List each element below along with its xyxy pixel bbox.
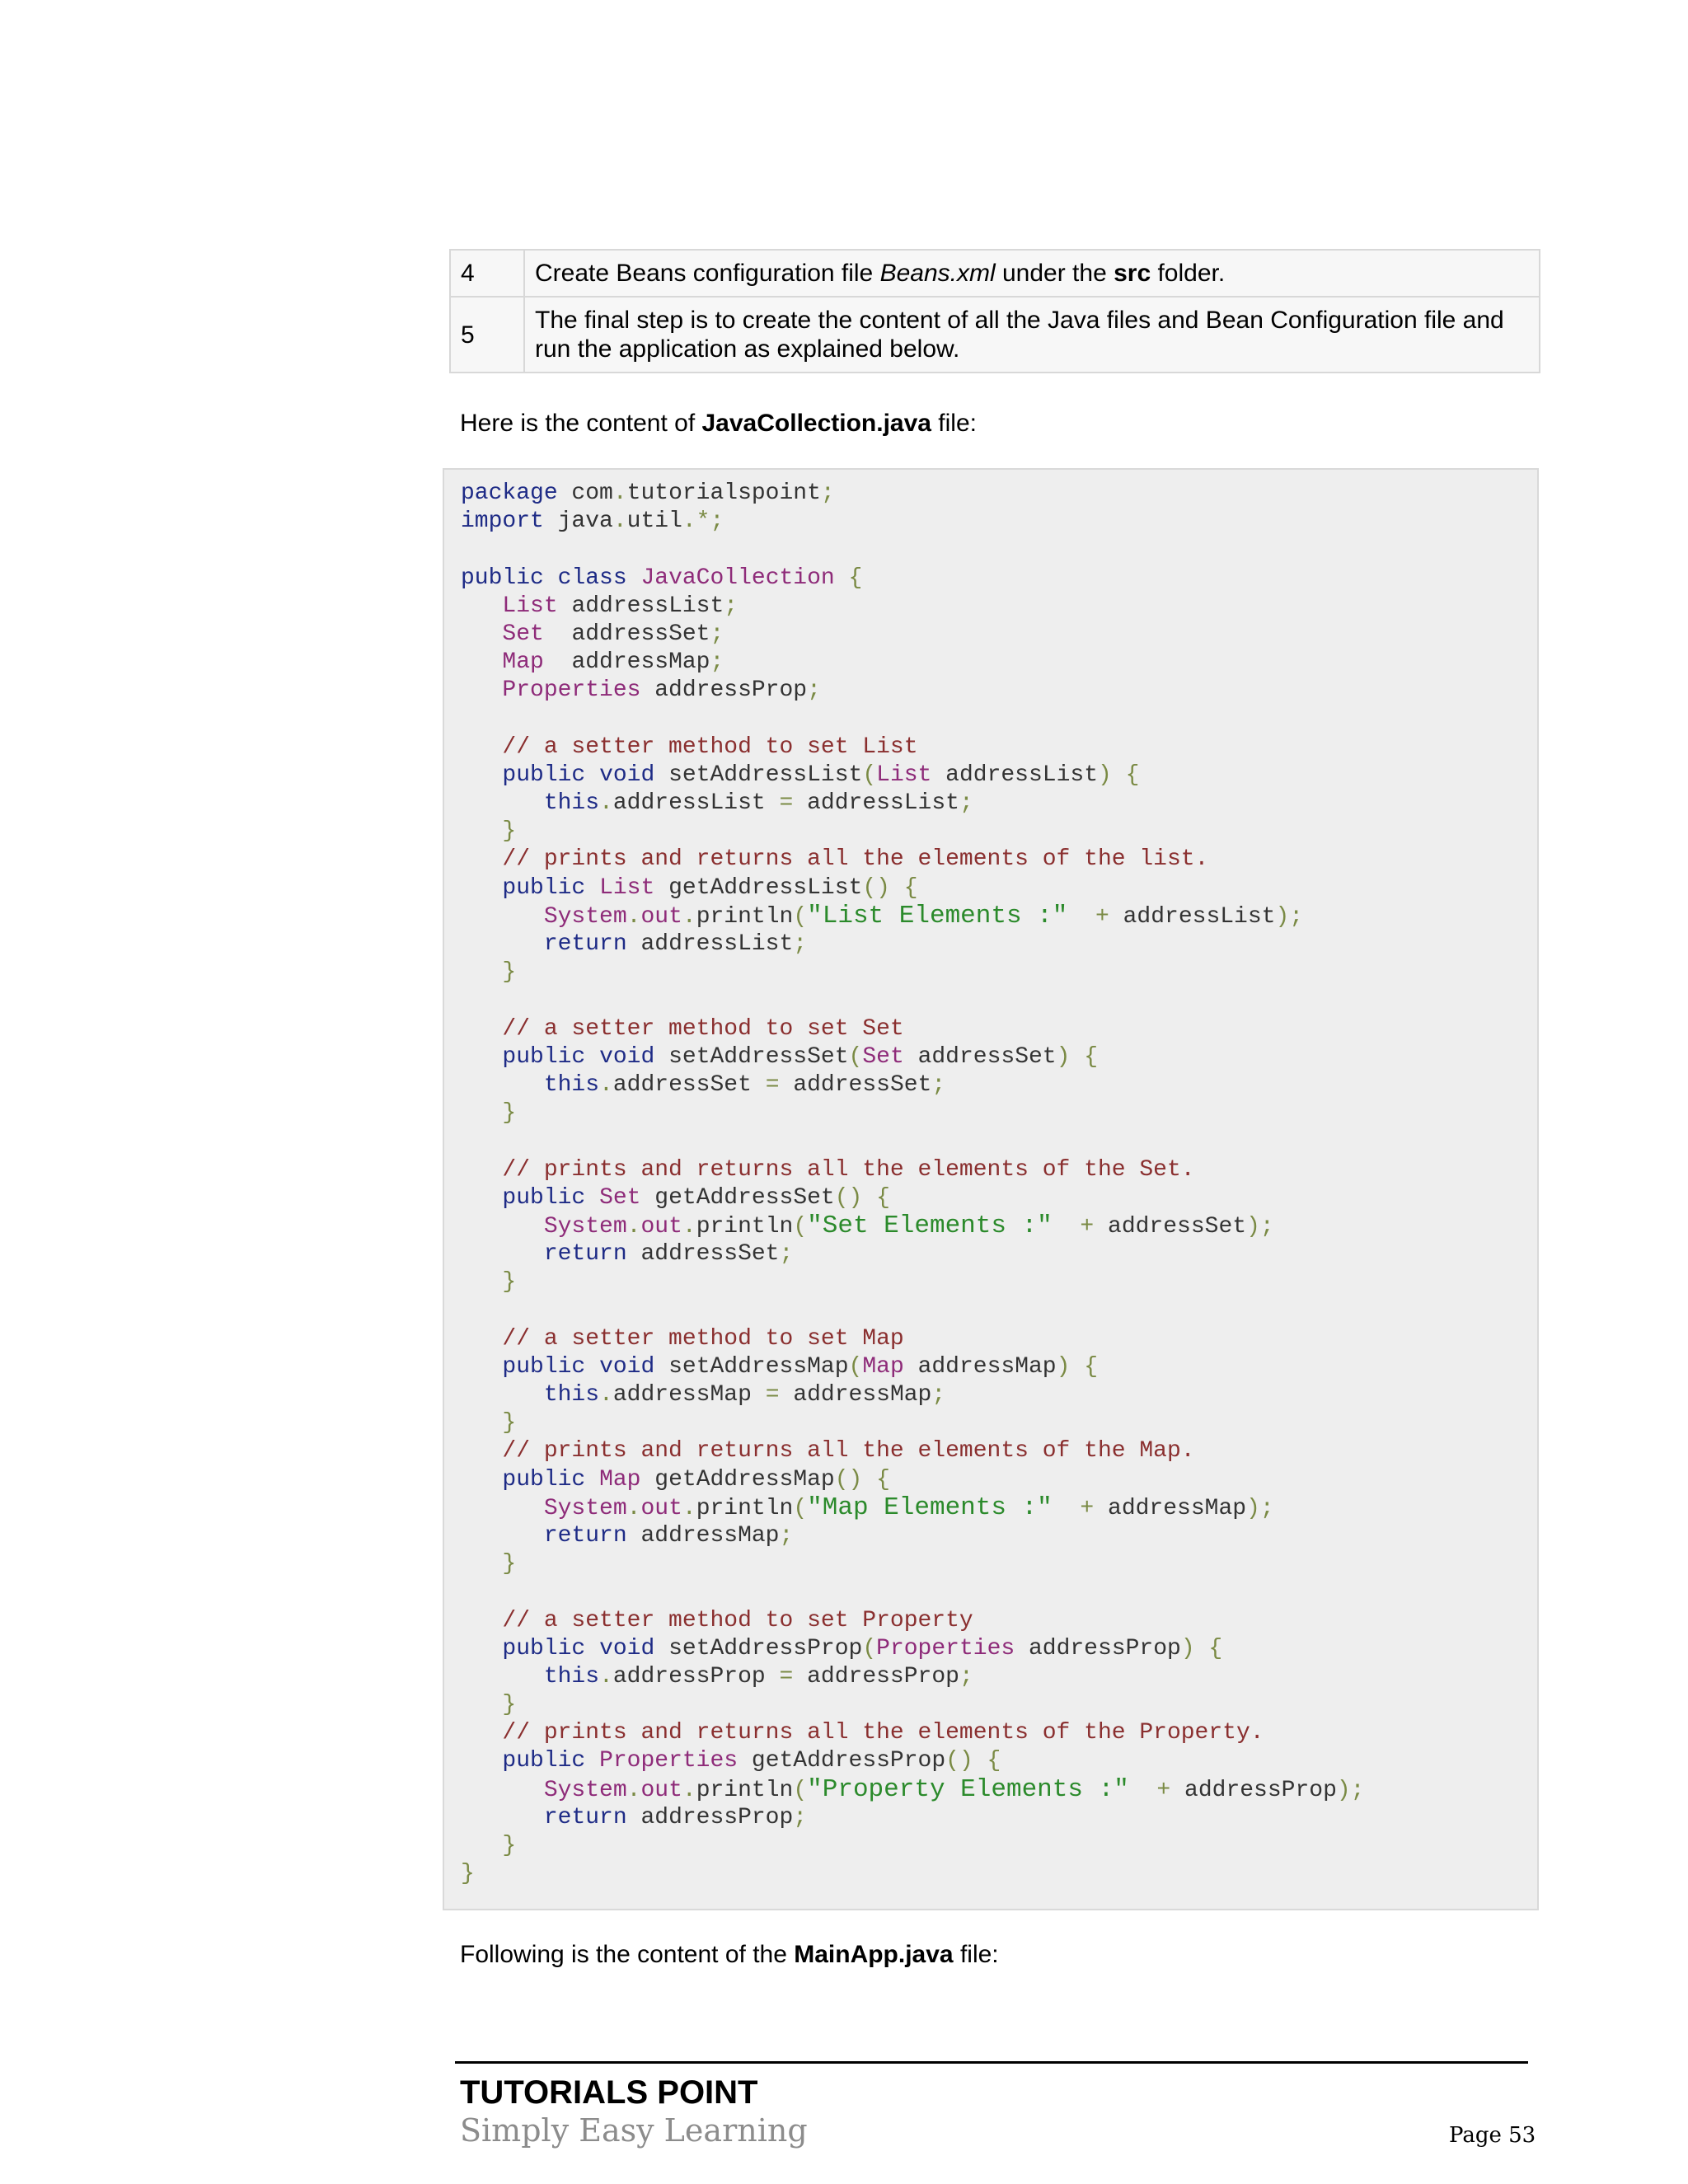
- code-token: this: [543, 1071, 600, 1098]
- code-token: public: [461, 565, 544, 591]
- code-token: addressMap: [903, 1353, 1057, 1380]
- code-token: public: [502, 1635, 586, 1661]
- code-token: [585, 1354, 599, 1380]
- code-token: [461, 1833, 502, 1858]
- code-token: .: [599, 790, 613, 817]
- code-token: =: [779, 790, 794, 817]
- code-token: [585, 1467, 599, 1493]
- code-token: [461, 1748, 502, 1774]
- code-line: [461, 1607, 1364, 1635]
- code-token: [585, 875, 599, 901]
- code-token: [461, 1410, 502, 1436]
- code-token: }: [461, 1861, 475, 1887]
- code-token: ;: [793, 1804, 808, 1830]
- code-line: [461, 958, 1364, 987]
- code-token: ;: [931, 1071, 946, 1098]
- code-token: [461, 621, 502, 647]
- code-token: this: [543, 1663, 600, 1690]
- code-token: addressMap: [612, 1382, 766, 1408]
- code-token: ;: [779, 1522, 794, 1549]
- code-token: [461, 1523, 544, 1549]
- step-number: 5: [450, 297, 524, 373]
- code-token: }: [502, 1410, 517, 1436]
- code-token: Properties: [876, 1635, 1015, 1661]
- code-line: [461, 1184, 1364, 1212]
- code-line: [461, 1409, 1364, 1437]
- code-token: );: [1246, 1213, 1274, 1240]
- code-token: [461, 846, 502, 872]
- code-token: List: [599, 874, 655, 901]
- code-line: [461, 1325, 1364, 1353]
- code-token: () {: [834, 1466, 890, 1493]
- code-token: println: [696, 903, 794, 930]
- code-token: addressProp: [1170, 1777, 1337, 1803]
- code-token: .: [626, 1213, 641, 1240]
- code-token: out: [640, 1777, 682, 1803]
- code-line: [461, 649, 1364, 677]
- code-token: }: [502, 1100, 517, 1127]
- code-token: ;: [959, 790, 973, 817]
- code-token: ;: [710, 649, 724, 676]
- code-line: [461, 1804, 1364, 1832]
- code-token: [461, 1157, 502, 1183]
- code-token: [585, 762, 599, 788]
- intro-paragraph: Here is the content of JavaCollection.java file:: [460, 410, 977, 437]
- code-token: (: [862, 762, 877, 788]
- code-token: }: [502, 1551, 517, 1577]
- code-token: addressList: [1109, 903, 1276, 930]
- code-token: [461, 1692, 502, 1718]
- code-token: [461, 959, 502, 985]
- code-token: +: [1095, 903, 1109, 930]
- code-token: return: [543, 1522, 627, 1549]
- code-token: [544, 565, 558, 591]
- code-token: .: [599, 1663, 613, 1690]
- code-token: addressSet: [903, 1043, 1057, 1070]
- code-token: System: [543, 1213, 627, 1240]
- code-token: [1067, 904, 1095, 930]
- code-token: addressSet: [626, 1241, 780, 1268]
- code-token: );: [1275, 903, 1304, 930]
- code-line: [461, 762, 1364, 790]
- code-token: [1129, 1778, 1157, 1803]
- code-line: [461, 565, 1364, 593]
- code-token: {: [848, 565, 863, 591]
- code-token: ;: [807, 677, 821, 704]
- code-token: () {: [862, 874, 918, 901]
- step-row: [450, 297, 1540, 373]
- code-token: [461, 677, 502, 703]
- code-token: .: [612, 480, 627, 506]
- code-token: getAddressList: [654, 874, 863, 901]
- code-line: [461, 1437, 1364, 1465]
- code-token: ;: [931, 1382, 946, 1408]
- code-token: // prints and returns all the elements of the list.: [502, 846, 1209, 873]
- code-token: [461, 1354, 502, 1380]
- code-token: () {: [834, 1184, 890, 1211]
- code-token: }: [502, 959, 517, 986]
- code-line: [461, 733, 1364, 762]
- code-line: [461, 1635, 1364, 1663]
- code-line: [461, 874, 1364, 902]
- code-token: +: [1156, 1777, 1171, 1803]
- footer-divider: [455, 2061, 1528, 2064]
- code-token: [461, 1214, 544, 1240]
- code-token: ) {: [1056, 1353, 1099, 1380]
- code-token: ;: [959, 1663, 973, 1690]
- code-token: [461, 1326, 502, 1352]
- page-number: Page 53: [1449, 2123, 1536, 2148]
- code-token: [461, 1072, 544, 1098]
- code-token: addressProp: [640, 677, 808, 704]
- code-token: ;: [820, 480, 835, 506]
- code-line: [461, 1860, 1364, 1888]
- step-description: Create Beans configuration file Beans.xml under the src folder.: [524, 250, 1540, 297]
- code-token: Properties: [502, 677, 641, 704]
- code-line: [461, 593, 1364, 621]
- code-token: println: [696, 1777, 794, 1803]
- code-token: System: [543, 1495, 627, 1521]
- code-token: Properties: [599, 1748, 738, 1774]
- code-line: [461, 508, 1364, 536]
- code-token: addressList: [793, 790, 959, 817]
- code-token: // prints and returns all the elements of the Map.: [502, 1438, 1195, 1465]
- code-token: addressSet: [1094, 1213, 1247, 1240]
- code-token: void: [599, 1635, 655, 1661]
- code-line: [461, 987, 1364, 1015]
- code-line: [461, 930, 1364, 958]
- code-token: .: [599, 1071, 613, 1098]
- code-line: [461, 480, 1364, 508]
- code-token: "Set Elements :": [807, 1211, 1053, 1240]
- code-token: addressList: [931, 762, 1098, 788]
- code-token: void: [599, 1043, 655, 1070]
- code-token: getAddressProp: [738, 1748, 946, 1774]
- code-listing: [461, 480, 1364, 1888]
- footer-tagline: Simply Easy Learning: [460, 2112, 808, 2149]
- code-token: [461, 1551, 502, 1577]
- code-token: public: [502, 1184, 586, 1211]
- code-token: Map: [862, 1353, 904, 1380]
- code-token: out: [640, 1213, 682, 1240]
- code-token: .: [682, 1213, 696, 1240]
- code-token: (: [793, 1495, 808, 1521]
- code-token: [461, 1100, 502, 1126]
- code-token: ;: [793, 931, 808, 957]
- code-token: .: [612, 509, 627, 535]
- code-token: [461, 1467, 502, 1493]
- code-token: (: [848, 1043, 863, 1070]
- code-token: () {: [945, 1748, 1001, 1774]
- code-token: .: [599, 1382, 613, 1408]
- code-token: setAddressSet: [654, 1043, 849, 1070]
- code-token: // a setter method to set Set: [502, 1015, 904, 1042]
- code-token: [461, 649, 502, 675]
- code-token: System: [543, 903, 627, 930]
- code-token: [461, 931, 544, 957]
- code-token: addressProp: [1015, 1635, 1181, 1661]
- code-token: .*;: [682, 509, 724, 535]
- code-token: [461, 790, 544, 816]
- code-token: .: [682, 1777, 696, 1803]
- code-token: "List Elements :": [807, 901, 1068, 930]
- code-token: addressMap: [543, 649, 710, 676]
- code-token: ) {: [1180, 1635, 1223, 1661]
- code-token: .: [626, 1777, 641, 1803]
- code-token: [461, 1016, 502, 1042]
- code-token: [461, 1382, 544, 1408]
- code-token: [585, 1748, 599, 1774]
- code-token: public: [502, 1353, 586, 1380]
- code-token: (: [848, 1353, 863, 1380]
- code-token: import: [461, 509, 544, 535]
- footer-brand: TUTORIALS POINT: [460, 2074, 758, 2111]
- code-token: Set: [599, 1184, 641, 1211]
- code-token: addressProp: [626, 1804, 794, 1830]
- code-token: [461, 1185, 502, 1211]
- code-token: public: [502, 1043, 586, 1070]
- code-token: }: [502, 1269, 517, 1296]
- code-line: [461, 536, 1364, 564]
- code-token: =: [765, 1071, 780, 1098]
- code-line: [461, 705, 1364, 733]
- code-token: ) {: [1056, 1043, 1099, 1070]
- code-token: // a setter method to set Map: [502, 1325, 904, 1352]
- code-token: println: [696, 1495, 794, 1521]
- code-token: .: [626, 903, 641, 930]
- code-token: this: [543, 1382, 600, 1408]
- code-token: setAddressList: [654, 762, 863, 788]
- code-token: addressProp: [793, 1663, 959, 1690]
- code-token: out: [640, 1495, 682, 1521]
- code-line: [461, 818, 1364, 846]
- step-number: 4: [450, 250, 524, 297]
- code-line: [461, 1071, 1364, 1099]
- code-token: .: [682, 1495, 696, 1521]
- code-token: // a setter method to set List: [502, 733, 918, 760]
- code-token: [461, 1805, 544, 1830]
- code-token: [461, 1664, 544, 1690]
- code-token: [461, 1241, 544, 1267]
- code-token: addressList: [612, 790, 780, 817]
- code-token: void: [599, 1353, 655, 1380]
- code-line: [461, 1578, 1364, 1606]
- code-line: [461, 1156, 1364, 1184]
- code-token: addressList: [557, 593, 724, 619]
- code-token: out: [640, 903, 682, 930]
- code-token: .: [626, 1495, 641, 1521]
- code-token: Set: [862, 1043, 904, 1070]
- code-token: [1053, 1214, 1081, 1240]
- code-token: return: [543, 931, 627, 957]
- code-token: package: [461, 480, 558, 506]
- code-line: [461, 1522, 1364, 1550]
- code-token: List: [876, 762, 932, 788]
- code-token: }: [502, 818, 517, 845]
- code-token: ) {: [1098, 762, 1140, 788]
- code-token: ;: [779, 1241, 794, 1268]
- code-token: "Map Elements :": [807, 1493, 1053, 1522]
- code-token: public: [502, 874, 586, 901]
- code-token: [461, 875, 502, 901]
- code-token: void: [599, 762, 655, 788]
- code-line: [461, 1015, 1364, 1043]
- code-token: [461, 1720, 502, 1746]
- code-token: util: [626, 509, 682, 535]
- code-line: [461, 846, 1364, 874]
- code-token: [461, 762, 502, 788]
- step-description: The final step is to create the content of all the Java files and Bean Configuration file and run the application as explained below.: [524, 297, 1540, 373]
- code-token: // a setter method to set Property: [502, 1607, 973, 1633]
- code-line: [461, 1719, 1364, 1747]
- code-token: [461, 1778, 544, 1803]
- code-token: class: [557, 565, 627, 591]
- code-line: [461, 677, 1364, 705]
- code-token: [1053, 1496, 1081, 1521]
- code-token: }: [502, 1833, 517, 1858]
- code-token: tutorialspoint: [626, 480, 821, 506]
- code-token: (: [862, 1635, 877, 1661]
- code-token: );: [1336, 1777, 1365, 1803]
- code-token: }: [502, 1692, 517, 1718]
- code-token: (: [793, 1777, 808, 1803]
- code-line: [461, 1747, 1364, 1775]
- code-token: ;: [710, 621, 724, 647]
- code-token: return: [543, 1804, 627, 1830]
- code-token: [835, 565, 849, 591]
- code-line: [461, 1691, 1364, 1719]
- code-token: addressMap: [1094, 1495, 1247, 1521]
- step-row: [450, 250, 1540, 297]
- code-line: [461, 1381, 1364, 1409]
- code-token: [461, 1636, 502, 1661]
- following-paragraph: Following is the content of the MainApp.java file:: [460, 1941, 999, 1968]
- code-line: [461, 790, 1364, 818]
- code-line: [461, 1099, 1364, 1127]
- code-token: addressProp: [612, 1663, 780, 1690]
- code-line: [461, 1353, 1364, 1381]
- code-token: [585, 1636, 599, 1661]
- code-token: [461, 818, 502, 844]
- code-token: public: [502, 1748, 586, 1774]
- code-token: public: [502, 762, 586, 788]
- code-token: System: [543, 1777, 627, 1803]
- code-token: return: [543, 1241, 627, 1268]
- code-token: this: [543, 790, 600, 817]
- code-line: [461, 1296, 1364, 1324]
- code-token: ;: [724, 593, 738, 619]
- code-token: [461, 1044, 502, 1070]
- code-token: (: [793, 903, 808, 930]
- code-token: +: [1080, 1495, 1095, 1521]
- code-token: // prints and returns all the elements of the Property.: [502, 1720, 1264, 1746]
- code-line: [461, 621, 1364, 649]
- code-line: [461, 1663, 1364, 1691]
- code-line: [461, 1550, 1364, 1578]
- code-token: println: [696, 1213, 794, 1240]
- code-line: [461, 1776, 1364, 1804]
- code-token: [585, 1044, 599, 1070]
- code-block: [443, 468, 1539, 1910]
- steps-table: [449, 249, 1540, 373]
- code-token: getAddressSet: [640, 1184, 835, 1211]
- code-token: [461, 1496, 544, 1521]
- code-token: com: [557, 480, 613, 506]
- code-token: Map: [599, 1466, 641, 1493]
- code-token: =: [779, 1663, 794, 1690]
- code-token: addressSet: [612, 1071, 766, 1098]
- code-token: public: [502, 1466, 586, 1493]
- code-token: Set: [502, 621, 544, 647]
- code-line: [461, 902, 1364, 930]
- code-token: [627, 565, 641, 591]
- code-token: [461, 1438, 502, 1464]
- code-line: [461, 1127, 1364, 1155]
- code-token: addressMap: [626, 1522, 780, 1549]
- code-token: [461, 904, 544, 930]
- code-token: JavaCollection: [640, 565, 835, 591]
- code-token: [461, 593, 502, 619]
- code-token: );: [1246, 1495, 1274, 1521]
- code-line: [461, 1494, 1364, 1522]
- code-token: // prints and returns all the elements of the Set.: [502, 1156, 1195, 1183]
- code-token: [461, 734, 502, 760]
- code-line: [461, 1832, 1364, 1860]
- code-line: [461, 1268, 1364, 1296]
- code-token: getAddressMap: [640, 1466, 835, 1493]
- code-token: setAddressProp: [654, 1635, 863, 1661]
- code-line: [461, 1240, 1364, 1268]
- code-token: java: [543, 509, 613, 535]
- code-token: List: [502, 593, 558, 619]
- code-token: [461, 1269, 502, 1295]
- code-line: [461, 1212, 1364, 1240]
- code-token: "Property Elements :": [807, 1774, 1129, 1804]
- code-token: (: [793, 1213, 808, 1240]
- code-token: addressList: [626, 931, 794, 957]
- code-token: Map: [502, 649, 544, 676]
- code-line: [461, 1466, 1364, 1494]
- code-line: [461, 1043, 1364, 1071]
- code-token: addressSet: [543, 621, 710, 647]
- code-token: +: [1080, 1213, 1095, 1240]
- code-token: addressMap: [779, 1382, 932, 1408]
- code-token: setAddressMap: [654, 1353, 849, 1380]
- code-token: =: [765, 1382, 780, 1408]
- code-token: [585, 1185, 599, 1211]
- code-token: .: [682, 903, 696, 930]
- code-token: [461, 1608, 502, 1633]
- code-token: addressSet: [779, 1071, 932, 1098]
